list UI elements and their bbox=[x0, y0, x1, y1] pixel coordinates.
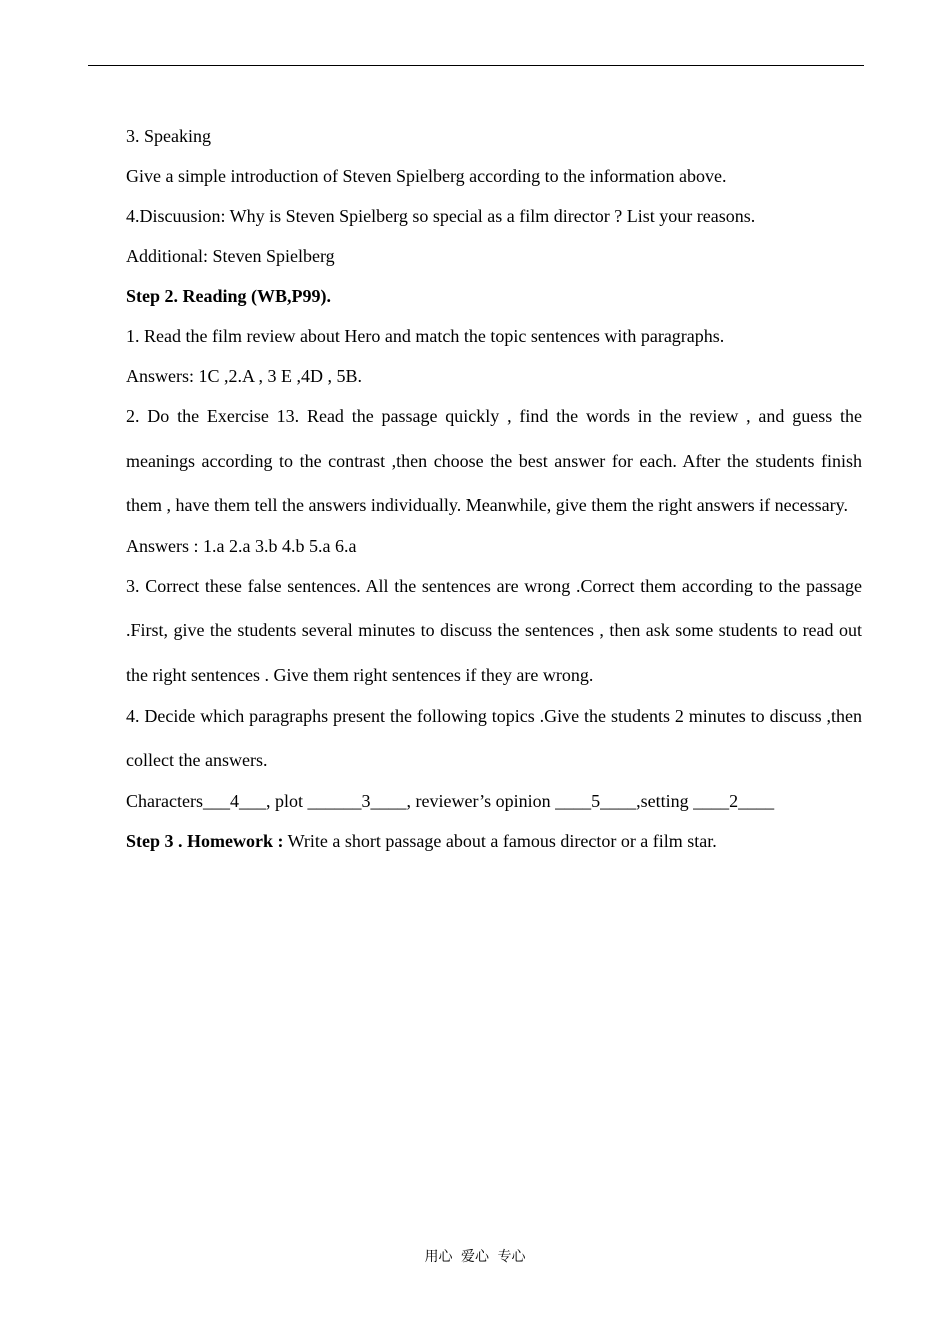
speaking-instruction: Give a simple introduction of Steven Spielberg according to the information above. bbox=[126, 166, 727, 186]
header-rule bbox=[88, 65, 864, 66]
opinion-answer: ____5____ bbox=[555, 790, 637, 811]
topics-answer-line bbox=[126, 790, 862, 812]
document-body bbox=[126, 125, 862, 870]
characters-label: Characters bbox=[126, 790, 203, 811]
additional-note: Additional: Steven Spielberg bbox=[126, 246, 335, 266]
homework-line bbox=[126, 830, 862, 852]
reading-task-4: 4. Decide which paragraphs present the following topics .Give the students 2 minutes to discuss ,then collect the answers. bbox=[126, 705, 862, 771]
setting-label: ,setting bbox=[636, 790, 694, 811]
reading-task-3: 3. Correct these false sentences. All the sentences are wrong .Correct them according to the passage .First, give the students several minutes to discuss the sentences , then ask some students to read out the right sentences . Give them right sentences if they are wrong. bbox=[126, 575, 862, 685]
homework-text: Write a short passage about a famous director or a film star. bbox=[283, 830, 717, 851]
setting-answer: ____2____ bbox=[693, 790, 775, 811]
opinion-label: , reviewer’s opinion bbox=[406, 790, 556, 811]
plot-answer: ______3____ bbox=[307, 790, 407, 811]
answers-task-2: Answers : 1.a 2.a 3.b 4.b 5.a 6.a bbox=[126, 535, 357, 556]
discussion-instruction: 4.Discuusion: Why is Steven Spielberg so special as a film director ? List your reasons. bbox=[126, 206, 756, 226]
characters-answer: ___4___ bbox=[202, 790, 266, 811]
page-footer: 用心 爱心 专心 bbox=[424, 1249, 526, 1265]
section-speaking-heading: 3. Speaking bbox=[126, 126, 211, 146]
reading-task-2: 2. Do the Exercise 13. Read the passage quickly , find the words in the review , and guess the meanings according to the contrast ,then choose the best answer for each. After the students finish them , have them tell the answers individually. Meanwhile, give them the right answers if necessary. bbox=[126, 406, 862, 516]
answers-task-1: Answers: 1C ,2.A , 3 E ,4D , 5B. bbox=[126, 366, 363, 386]
reading-task-1: 1. Read the film review about Hero and match the topic sentences with paragraphs. bbox=[126, 326, 725, 346]
plot-label: , plot bbox=[265, 790, 308, 811]
homework-label: Step 3 . Homework : bbox=[126, 830, 284, 851]
step-2-heading: Step 2. Reading (WB,P99). bbox=[126, 286, 332, 306]
